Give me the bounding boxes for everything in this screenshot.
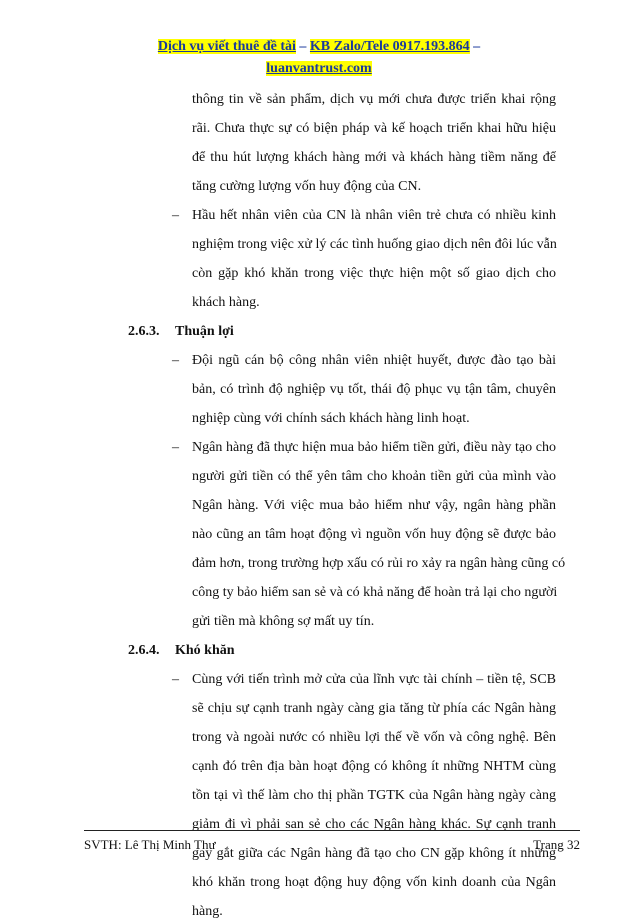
paragraph-line: để thu hút lượng khách hàng mới và khách hàng tiềm năng để — [192, 150, 556, 165]
header-service-text: Dịch vụ viết thuê đề tài — [157, 39, 296, 54]
bullet-line: cạnh đó trên địa bàn hoạt động có không ít những NHTM cùng — [192, 759, 556, 774]
header-website-link[interactable]: luanvantrust.com — [266, 61, 372, 76]
bullet-line: nghiệm trong việc xử lý các tình huống giao dịch nên đôi lúc vẫn — [192, 237, 557, 252]
bullet-dash: – — [172, 440, 179, 455]
bullet-line: hàng. — [192, 904, 223, 919]
bullet-line: Đội ngũ cán bộ công nhân viên nhiệt huyết, được đào tạo bài — [192, 353, 556, 368]
bullet-dash: – — [172, 208, 179, 223]
bullet-line: Cùng với tiến trình mở cửa của lĩnh vực tài chính – tiền tệ, SCB — [192, 672, 556, 687]
page-header — [0, 36, 638, 80]
bullet-line: nào cũng an tâm hoạt động vì nguồn vốn huy động sẽ được bảo — [192, 527, 556, 542]
bullet-line: Ngân hàng. Với việc mua bảo hiểm như vậy, ngân hàng phần — [192, 498, 556, 513]
bullet-line: bản, có trình độ nghiệp vụ tốt, thái độ phục vụ tận tâm, chuyên — [192, 382, 556, 397]
bullet-line: trong và ngoài nước có nhiều lợi thế về vốn và công nghệ. Bên — [192, 730, 556, 745]
footer-author: SVTH: Lê Thị Minh Thư — [84, 837, 216, 852]
bullet-line: gay gắt giữa các Ngân hàng đã tạo cho CN gặp không ít những — [192, 846, 556, 861]
bullet-line: tồn tại vì thế làm cho thị phần TGTK của Ngân hàng ngày càng — [192, 788, 556, 803]
bullet-line: khách hàng. — [192, 295, 260, 310]
bullet-line: sẽ chịu sự cạnh tranh ngày càng gia tăng từ phía các Ngân hàng — [192, 701, 556, 716]
bullet-line: nghiệp cùng với chính sách khách hàng linh hoạt. — [192, 411, 470, 426]
bullet-dash: – — [172, 353, 179, 368]
bullet-line: người gửi tiền có thể yên tâm cho khoản tiền gửi của mình vào — [192, 469, 556, 484]
bullet-line: Ngân hàng đã thực hiện mua bảo hiểm tiền gửi, điều này tạo cho — [192, 440, 556, 455]
header-separator-2: – — [469, 39, 481, 54]
footer-page-number: Trang 32 — [533, 837, 580, 852]
section-title: Khó khăn — [175, 643, 235, 658]
section-number: 2.6.3. — [128, 324, 160, 339]
bullet-line: công ty bảo hiểm san sẻ và có khả năng để hoàn trả lại cho người — [192, 585, 558, 600]
bullet-dash: – — [172, 672, 179, 687]
section-number: 2.6.4. — [128, 643, 160, 658]
header-separator: – — [295, 39, 310, 54]
footer-divider — [84, 830, 580, 831]
bullet-line: khó khăn trong hoạt động huy động vốn kinh doanh của Ngân — [192, 875, 556, 890]
section-title: Thuận lợi — [175, 324, 234, 339]
paragraph-line: thông tin về sản phẩm, dịch vụ mới chưa được triển khai rộng — [192, 92, 556, 107]
bullet-line: còn gặp khó khăn trong việc thực hiện một số giao dịch cho — [192, 266, 556, 281]
bullet-line: gửi tiền mà không sợ mất uy tín. — [192, 614, 375, 629]
bullet-line: Hầu hết nhân viên của CN là nhân viên trẻ chưa có nhiều kinh — [192, 208, 556, 223]
paragraph-line: rãi. Chưa thực sự có biện pháp và kế hoạch triển khai hữu hiệu — [192, 121, 556, 136]
paragraph-line: tăng cường lượng vốn huy động của CN. — [192, 179, 422, 194]
bullet-line: đảm hơn, trong trường hợp xấu có rủi ro xảy ra ngân hàng cũng có — [192, 556, 566, 571]
bullet-line: giảm đi vì phải san sẻ cho các Ngân hàng khác. Sự cạnh tranh — [192, 817, 556, 832]
header-contact-text: KB Zalo/Tele 0917.193.864 — [309, 39, 470, 54]
